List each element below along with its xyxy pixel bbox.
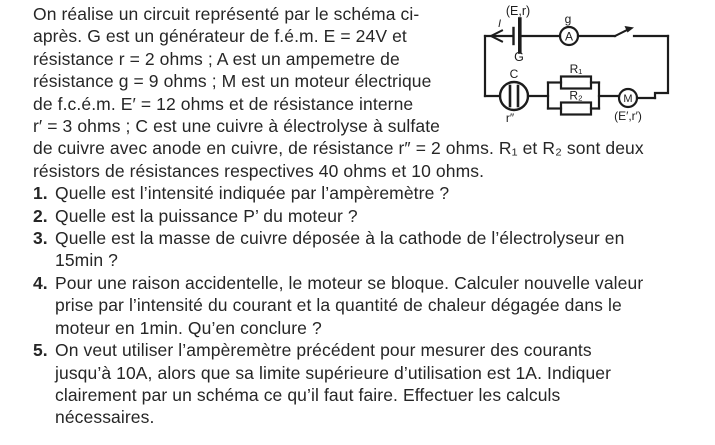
question-number: 4. xyxy=(33,272,48,293)
question-text: 15min ? xyxy=(55,250,118,271)
question-item xyxy=(0,339,715,429)
question-text: jusqu’à 10A, alors que sa limite supérieure d’utilisation est 1A. Indiquer xyxy=(55,362,612,383)
question-text: moteur en 1min. Qu’en conclure ? xyxy=(55,317,322,338)
intro-line: de cuivre avec anode en cuivre, de résistance r″ = 2 ohms. R₁ et R₂ sont deux xyxy=(33,138,644,159)
question-text: On veut utiliser l’ampèremètre précédent pour mesurer des courants xyxy=(55,340,592,361)
wire-right xyxy=(655,36,668,98)
question-text: Pour une raison accidentelle, le moteur se bloque. Calculer nouvelle valeur xyxy=(55,272,644,293)
question-item xyxy=(0,182,715,204)
intro-line: résistors de résistances respectives 40 ohms et 10 ohms. xyxy=(33,160,485,181)
electrolyser-name-label: C xyxy=(509,67,519,81)
question-text: clairement par un schéma ce qu’il faut faire. Effectuer les calculs xyxy=(55,384,561,405)
question-text: prise par l’intensité du courant et la quantité de chaleur dégagée dans le xyxy=(55,295,622,316)
question-text: nécessaires. xyxy=(55,407,155,428)
question-text: Quelle est la masse de cuivre déposée à la cathode de l’électrolyseur en xyxy=(55,228,625,249)
question-text: Quelle est l’intensité indiquée par l’ampèremètre ? xyxy=(55,183,450,204)
intro-line: résistance r = 2 ohms ; A est un ampemetre de xyxy=(33,48,400,69)
intro-line: On réalise un circuit représenté par le schéma ci- xyxy=(33,4,420,24)
intro-line: après. G est un générateur de f.é.m. E = 24V et xyxy=(33,26,407,47)
question-text: Quelle est la puissance P’ du moteur ? xyxy=(55,205,358,226)
circuit-diagram xyxy=(478,0,683,142)
resistor-r1-icon xyxy=(561,77,591,89)
current-label: I xyxy=(498,18,502,30)
electrolyser-icon xyxy=(500,82,528,110)
intro-line: r′ = 3 ohms ; C est une cuivre à électrolyse à sulfate xyxy=(33,116,440,137)
question-number: 2. xyxy=(33,205,48,226)
electrolyser-resistance-label: r″ xyxy=(505,111,515,125)
question-item xyxy=(0,227,715,272)
question-number: 1. xyxy=(33,183,48,204)
question-number: 5. xyxy=(33,340,48,361)
question-item xyxy=(0,272,715,339)
resistor2-label: R₂ xyxy=(569,88,583,103)
resistor-r2-icon xyxy=(561,103,591,115)
switch-icon xyxy=(615,30,628,37)
motor-label: (E′,r′) xyxy=(614,109,642,123)
question-item xyxy=(0,205,715,227)
intro-line: de f.c.é.m. E′ = 12 ohms et de résistance interne xyxy=(33,93,414,114)
resistor1-label: R₁ xyxy=(569,62,583,76)
generator-name-label: G xyxy=(514,50,524,64)
ammeter-letter: A xyxy=(564,29,574,44)
generator-emf-label: (E,r) xyxy=(505,4,531,18)
question-number: 3. xyxy=(33,228,48,249)
circuit-svg xyxy=(478,0,683,142)
ammeter-resistance-label: g xyxy=(564,12,572,26)
motor-letter: M xyxy=(623,93,633,105)
intro-line: résistance g = 9 ohms ; M est un moteur électrique xyxy=(33,71,432,92)
